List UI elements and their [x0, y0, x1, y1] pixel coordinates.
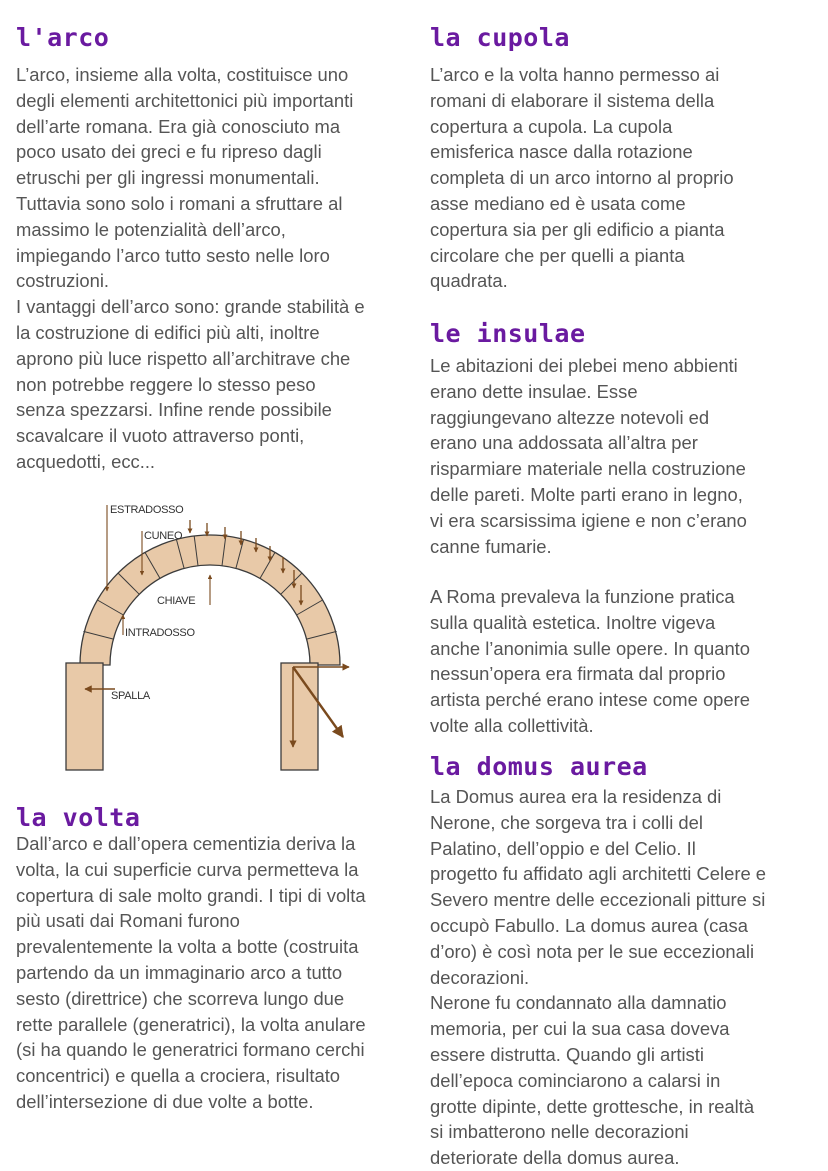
- text-line: anche l’anonimia sulle opere. In quanto: [430, 637, 751, 659]
- text-line: non potrebbe reggere lo stesso peso: [16, 373, 316, 395]
- text-line: si imbatterono nelle decorazioni: [430, 1121, 689, 1143]
- label-spalla: SPALLA: [111, 690, 150, 702]
- text-line: rette parallele (generatrici), la volta anulare: [16, 1013, 366, 1035]
- text-line: senza spezzarsi. Infine rende possibile: [16, 399, 332, 421]
- text-line: nessun’opera era firmata dal proprio: [430, 663, 726, 685]
- text-line: risparmiare materiale nella costruzione: [430, 458, 746, 480]
- label-intradosso: INTRADOSSO: [125, 627, 195, 639]
- text-line: acquedotti, ecc...: [16, 450, 156, 472]
- right-pier: [281, 663, 318, 770]
- text-line: (si ha quando le generatrici formano cerchi: [16, 1039, 365, 1061]
- text-line: essere distrutta. Quando gli artisti: [430, 1043, 704, 1065]
- text-line: erano una addossata all’altra per: [430, 432, 698, 454]
- text-line: erano dette insulae. Esse: [430, 380, 638, 402]
- label-estradosso: ESTRADOSSO: [110, 504, 184, 516]
- text-line: decorazioni.: [430, 966, 530, 988]
- text-line: circolare che per quelli a pianta: [430, 244, 685, 266]
- left-pier: [66, 663, 103, 770]
- text-line: etruschi per gli ingressi monumentali.: [16, 167, 320, 189]
- paragraph-insulae: [430, 353, 747, 559]
- text-line: dell’arte romana. Era già conosciuto ma: [16, 115, 341, 137]
- text-line: romani di elaborare il sistema della: [430, 89, 715, 111]
- paragraph-arco: [16, 62, 365, 475]
- paragraph-domus-aurea: [430, 784, 766, 1171]
- text-line: L’arco, insieme alla volta, costituisce uno: [16, 64, 349, 85]
- text-line: dell’intersezione di due volte a botte.: [16, 1090, 314, 1112]
- text-line: quadrata.: [430, 270, 508, 292]
- text-line: occupò Fabullo. La domus aurea (casa: [430, 914, 748, 936]
- text-line: asse mediano ed è usata come: [430, 192, 686, 214]
- text-line: vi era scarsissima igiene e non c’erano: [430, 509, 747, 531]
- text-line: I vantaggi dell’arco sono: grande stabilità e: [16, 296, 365, 318]
- text-line: canne fumarie.: [430, 535, 552, 557]
- text-line: impiegando l’arco tutto sesto nelle loro: [16, 244, 330, 266]
- text-line: copertura sia per gli edificio a pianta: [430, 218, 725, 240]
- text-line: scavalcare il vuoto attraverso ponti,: [16, 425, 305, 447]
- text-line: Dall’arco e dall’opera cementizia deriva la: [16, 833, 356, 854]
- text-line: delle pareti. Molte parti erano in legno,: [430, 483, 743, 505]
- heading-domus-aurea: la domus aurea: [430, 752, 648, 781]
- text-line: massimo le potenzialità dell’arco,: [16, 218, 286, 240]
- text-line: aprono più luce rispetto all’architrave che: [16, 347, 351, 369]
- text-line: Severo mentre delle eccezionali pitture si: [430, 889, 766, 911]
- text-line: progetto fu affidato agli architetti Celere e: [430, 863, 767, 885]
- text-line: copertura a cupola. La cupola: [430, 115, 673, 137]
- text-line: prevalentemente la volta a botte (costruita: [16, 936, 359, 958]
- text-line: raggiungevano altezze notevoli ed: [430, 406, 710, 428]
- text-line: volta, la cui superficie curva permetteva la: [16, 858, 359, 880]
- text-line: copertura di sale molto grandi. I tipi di volta: [16, 884, 366, 906]
- text-line: più usati dai Romani furono: [16, 910, 240, 932]
- text-line: poco usato dei greci e fu ripreso dagli: [16, 141, 322, 163]
- text-line: d’oro) è così nota per le sue eccezionali: [430, 940, 755, 962]
- text-line: A Roma prevaleva la funzione pratica: [430, 586, 735, 607]
- text-line: grotte dipinte, dette grottesche, in realtà: [430, 1095, 755, 1117]
- arch-diagram: [55, 495, 365, 780]
- heading-insulae: le insulae: [430, 319, 586, 348]
- text-line: sulla qualità estetica. Inoltre vigeva: [430, 611, 716, 633]
- text-line: deteriorate della domus aurea.: [430, 1147, 680, 1169]
- paragraph-cupola: [430, 62, 734, 294]
- text-line: Nerone, che sorgeva tra i colli del: [430, 811, 703, 833]
- text-line: partendo da un immaginario arco a tutto: [16, 961, 343, 983]
- label-cuneo: CUNEO: [144, 530, 183, 542]
- heading-arco: l'arco: [16, 23, 110, 52]
- paragraph-roma: [430, 584, 750, 739]
- text-line: L’arco e la volta hanno permesso ai: [430, 64, 720, 85]
- text-line: Le abitazioni dei plebei meno abbienti: [430, 355, 738, 376]
- text-line: dell’epoca cominciarono a calarsi in: [430, 1069, 721, 1091]
- text-line: concentrici) e quella a crociera, risultato: [16, 1065, 341, 1087]
- text-line: la costruzione di edifici più alti, inoltre: [16, 321, 320, 343]
- text-line: Palatino, dell’oppio e del Celio. Il: [430, 837, 696, 859]
- heading-volta: la volta: [16, 803, 141, 832]
- text-line: completa di un arco intorno al proprio: [430, 167, 734, 189]
- text-line: volte alla collettività.: [430, 714, 594, 736]
- text-line: costruzioni.: [16, 270, 110, 292]
- text-line: emisferica nasce dalla rotazione: [430, 141, 693, 163]
- text-line: memoria, per cui la sua casa doveva: [430, 1018, 730, 1040]
- heading-cupola: la cupola: [430, 23, 570, 52]
- text-line: sesto (direttrice) che scorreva lungo due: [16, 987, 345, 1009]
- text-line: Tuttavia sono solo i romani a sfruttare al: [16, 192, 343, 214]
- text-line: artista perché erano intese come opere: [430, 689, 750, 711]
- label-chiave: CHIAVE: [157, 595, 196, 607]
- text-line: Nerone fu condannato alla damnatio: [430, 992, 727, 1014]
- text-line: La Domus aurea era la residenza di: [430, 786, 722, 807]
- text-line: degli elementi architettonici più importanti: [16, 89, 354, 111]
- paragraph-volta: [16, 831, 366, 1115]
